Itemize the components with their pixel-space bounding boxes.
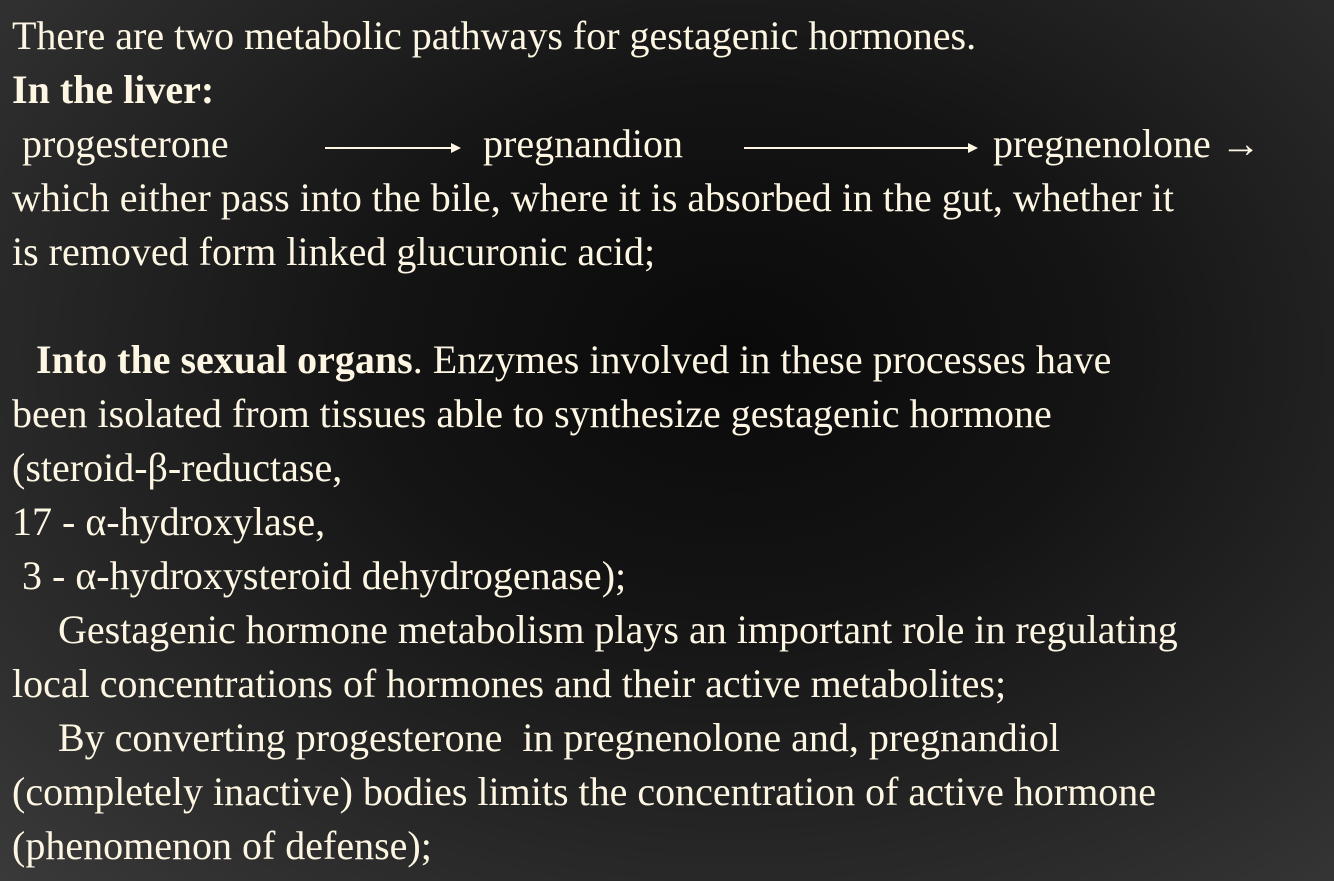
intro-text: There are two metabolic pathways for gestagenic hormones. <box>12 13 977 58</box>
pathway-arrow-1 <box>325 138 465 158</box>
sexual-organs-heading: Into the sexual organs <box>36 337 413 382</box>
metabolism-role-line-2: local concentrations of hormones and their active metabolites; <box>12 661 1007 706</box>
enzyme-steroid-reductase: (steroid-β-reductase, <box>12 445 343 490</box>
sexual-organs-text: . Enzymes involved in these processes have <box>412 337 1112 382</box>
sexual-organs-line-2: been isolated from tissues able to synthesize gestagenic hormone <box>12 391 1052 436</box>
liver-heading: In the liver: <box>12 67 215 112</box>
sexual-organs-line-1 <box>36 333 1111 387</box>
conversion-line-1: By converting progesterone in pregnenolone and, pregnandiol <box>58 715 1060 760</box>
enzyme-hydroxylase: 17 - α-hydroxylase, <box>12 499 326 544</box>
liver-text-line-2: is removed form linked glucuronic acid; <box>12 229 656 274</box>
enzyme-dehydrogenase: 3 - α-hydroxysteroid dehydrogenase); <box>12 553 627 598</box>
conversion-line-3: (phenomenon of defense); <box>12 823 432 868</box>
pathway-step-pregnenolone: pregnenolone → <box>993 121 1261 166</box>
metabolism-role-line-1: Gestagenic hormone metabolism plays an important role in regulating <box>58 607 1178 652</box>
pathway-step-pregnandion: pregnandion <box>483 121 683 166</box>
conversion-line-2: (completely inactive) bodies limits the concentration of active hormone <box>12 769 1157 814</box>
pathway-arrow-2 <box>744 138 984 158</box>
liver-text-line-1: which either pass into the bile, where it is absorbed in the gut, whether it <box>12 175 1174 220</box>
pathway-step-progesterone: progesterone <box>22 121 229 166</box>
